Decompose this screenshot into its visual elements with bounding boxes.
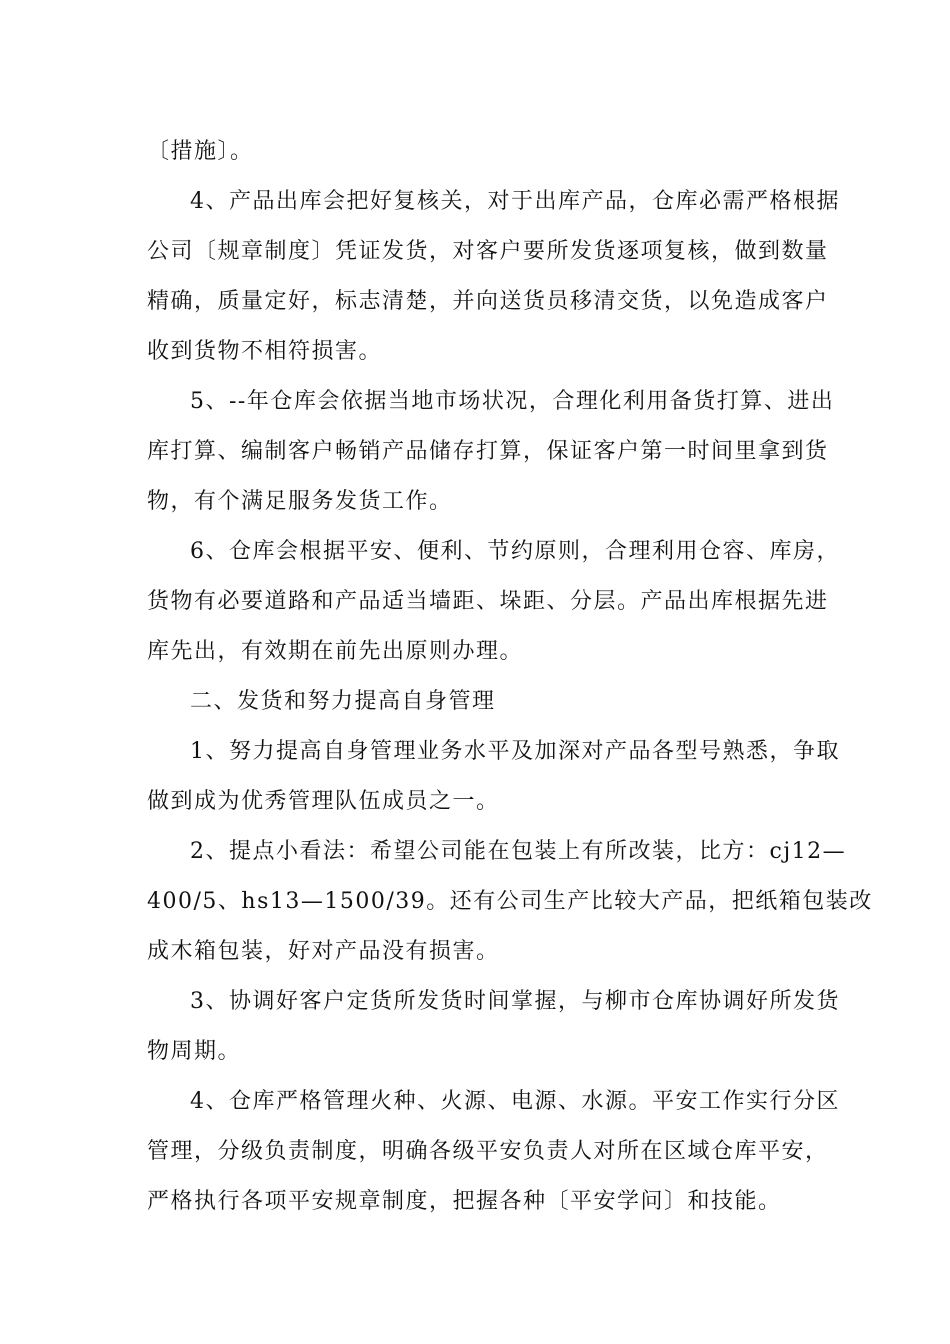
text-line: 严格执行各项平安规章制度，把握各种〔平安学问〕和技能。 <box>147 1189 782 1214</box>
text-line: 收到货物不相符损害。 <box>147 339 383 364</box>
text-line: 2、提点小看法：希望公司能在包装上有所改装，比方：cj12— <box>190 839 847 864</box>
text-line: 管理，分级负责制度，明确各级平安负责人对所在区域仓库平安， <box>147 1139 829 1164</box>
text-line: 成木箱包装，好对产品没有损害。 <box>147 939 500 964</box>
text-line: 物，有个满足服务发货工作。 <box>147 489 453 514</box>
text-line: 3、协调好客户定货所发货时间掌握，与柳市仓库协调好所发货 <box>190 989 840 1014</box>
text-line: 〔措施〕。 <box>147 139 254 164</box>
text-line: 400/5、hs13—1500/39。还有公司生产比较大产品，把纸箱包装改 <box>147 889 873 914</box>
text-line: 库先出，有效期在前先出原则办理。 <box>147 639 524 664</box>
text-line: 4、仓库严格管理火种、火源、电源、水源。平安工作实行分区 <box>190 1089 840 1114</box>
text-line: 货物有必要道路和产品适当墙距、垛距、分层。产品出库根据先进 <box>147 589 829 614</box>
section-heading: 二、发货和努力提高自身管理 <box>190 689 496 714</box>
text-line: 1、努力提高自身管理业务水平及加深对产品各型号熟悉，争取 <box>190 739 840 764</box>
text-line: 精确，质量定好，标志清楚，并向送货员移清交货，以免造成客户 <box>147 289 829 314</box>
text-line: 公司〔规章制度〕凭证发货，对客户要所发货逐项复核，做到数量 <box>147 239 829 264</box>
text-line: 物周期。 <box>147 1039 242 1064</box>
text-line: 6、仓库会根据平安、便利、节约原则，合理利用仓容、库房， <box>190 539 840 564</box>
text-line: 做到成为优秀管理队伍成员之一。 <box>147 789 500 814</box>
text-line: 5、--年仓库会依据当地市场状况，合理化利用备货打算、进出 <box>190 389 835 414</box>
text-line: 4、产品出库会把好复核关，对于出库产品，仓库必需严格根据 <box>190 189 840 214</box>
text-line: 库打算、编制客户畅销产品储存打算，保证客户第一时间里拿到货 <box>147 439 829 464</box>
